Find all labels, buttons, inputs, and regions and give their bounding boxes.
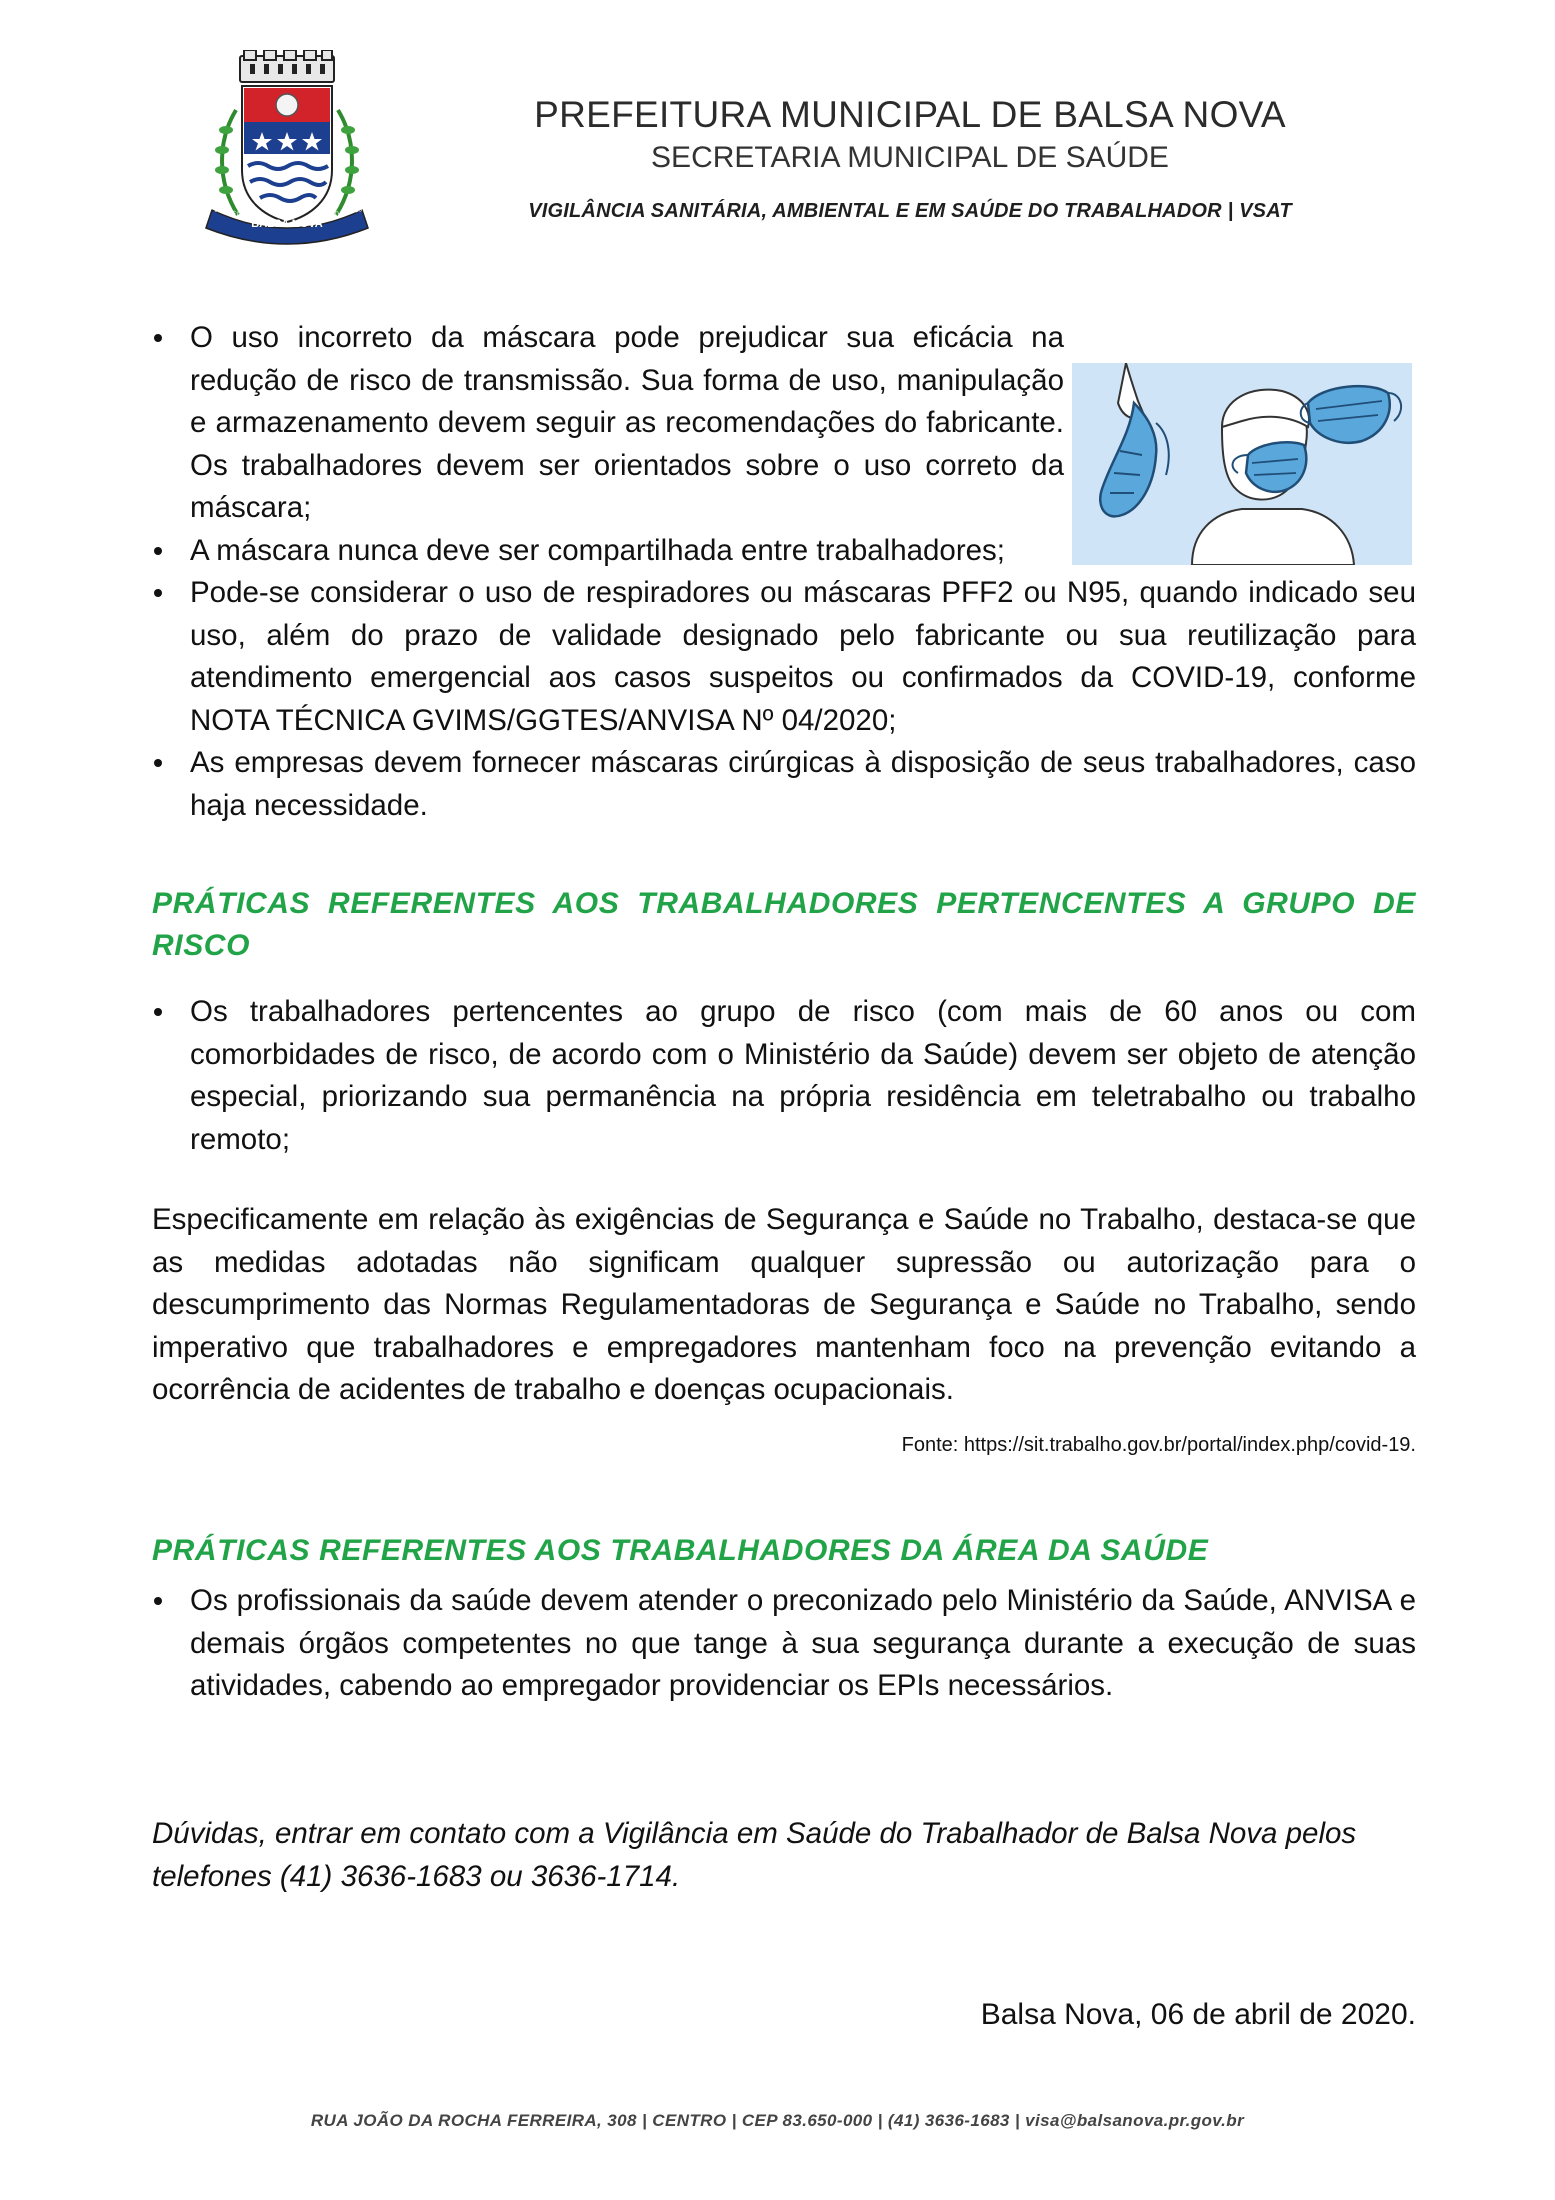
bullet-text: Os profissionais da saúde devem atender o preconizado pelo Ministério da Saúde, ANVISA e demais órgãos competentes no que tange à sua segurança durante a execução de suas atividades, cabendo ao empregador providenciar os EPIs necessários. [190, 1584, 1416, 1702]
dateline: Balsa Nova, 06 de abril de 2020. [980, 1998, 1416, 2031]
department-name: VIGILÂNCIA SANITÁRIA, AMBIENTAL E EM SAÚDE DO TRABALHADOR | VSAT [528, 200, 1292, 222]
bullet-text: O uso incorreto da máscara pode prejudicar sua eficácia na redução de risco de transmissão. Sua forma de uso, manipulação e armazenamento devem seguir as recomendações do fabricante. Os trabalhadores devem ser orientados sobre o uso correto da máscara; [190, 321, 1064, 524]
list-item [152, 317, 1416, 530]
contact-note: Dúvidas, entrar em contato com a Vigilância em Saúde do Trabalhador de Balsa Nova pelos telefones (41) 3636-1683 ou 3636-1714. [152, 1817, 1357, 1893]
risk-group-bullet-list [152, 991, 1416, 1161]
health-workers-section [152, 1530, 1416, 1708]
section-heading: PRÁTICAS REFERENTES AOS TRABALHADORES PERTENCENTES A GRUPO DE RISCO [152, 887, 1416, 962]
list-item [152, 572, 1416, 742]
footer-address: RUA JOÃO DA ROCHA FERREIRA, 308 | CENTRO | CEP 83.650-000 | (41) 3636-1683 | visa@balsanova.pr.gov.br [310, 2111, 1245, 2130]
page-title: PREFEITURA MUNICIPAL DE BALSA NOVA [534, 94, 1286, 135]
crest-date-right: 04-11-1961 [334, 204, 371, 219]
list-item [152, 991, 1416, 1161]
crest-banner-text: BALSA NOVA [251, 218, 323, 230]
municipal-coat-of-arms [198, 50, 376, 246]
mask-guidelines [152, 317, 1416, 827]
list-item [152, 1580, 1416, 1708]
letterhead [470, 92, 1350, 223]
safety-paragraph: Especificamente em relação às exigências de Segurança e Saúde no Trabalho, destaca-se que as medidas adotadas não significam qualquer supressão ou autorização para o descumprimento das Normas Regulamentadoras de Segurança e Saúde no Trabalho, sendo imperativo que trabalhadores e empregadores mantenham foco na prevenção evitando a ocorrência de acidentes de trabalho e doenças ocupacionais. [152, 1203, 1416, 1406]
bullet-text: Pode-se considerar o uso de respiradores ou máscaras PFF2 ou N95, quando indicado seu uso, além do prazo de validade designado pelo fabricante ou sua reutilização para atendimento emergencial aos casos suspeitos ou confirmados da COVID-19, conforme NOTA TÉCNICA GVIMS/GGTES/ANVISA Nº 04/2020; [190, 576, 1416, 737]
bullet-text: As empresas devem fornecer máscaras cirúrgicas à disposição de seus trabalhadores, caso haja necessidade. [190, 746, 1416, 822]
page-subtitle: SECRETARIA MUNICIPAL DE SAÚDE [651, 141, 1169, 174]
list-item [152, 530, 1416, 573]
list-item [152, 742, 1416, 827]
source-citation: Fonte: https://sit.trabalho.gov.br/portal/index.php/covid-19. [901, 1434, 1416, 1456]
bullet-text: A máscara nunca deve ser compartilhada entre trabalhadores; [190, 533, 1005, 567]
health-workers-bullet-list [152, 1580, 1416, 1708]
mask-bullet-list [152, 317, 1416, 827]
bullet-text: Os trabalhadores pertencentes ao grupo de risco (com mais de 60 anos ou com comorbidades de risco, de acordo com o Ministério da Saúde) devem ser objeto de atenção especial, priorizando sua permanência na própria residência em teletrabalho ou trabalho remoto; [190, 995, 1416, 1156]
risk-group-section [152, 883, 1416, 1412]
crest-date-left: 30-01-1961 [203, 204, 241, 219]
illustration-spacer [1064, 359, 1416, 519]
section-heading: PRÁTICAS REFERENTES AOS TRABALHADORES DA ÁREA DA SAÚDE [152, 1534, 1209, 1567]
coat-of-arms-icon [198, 50, 376, 246]
